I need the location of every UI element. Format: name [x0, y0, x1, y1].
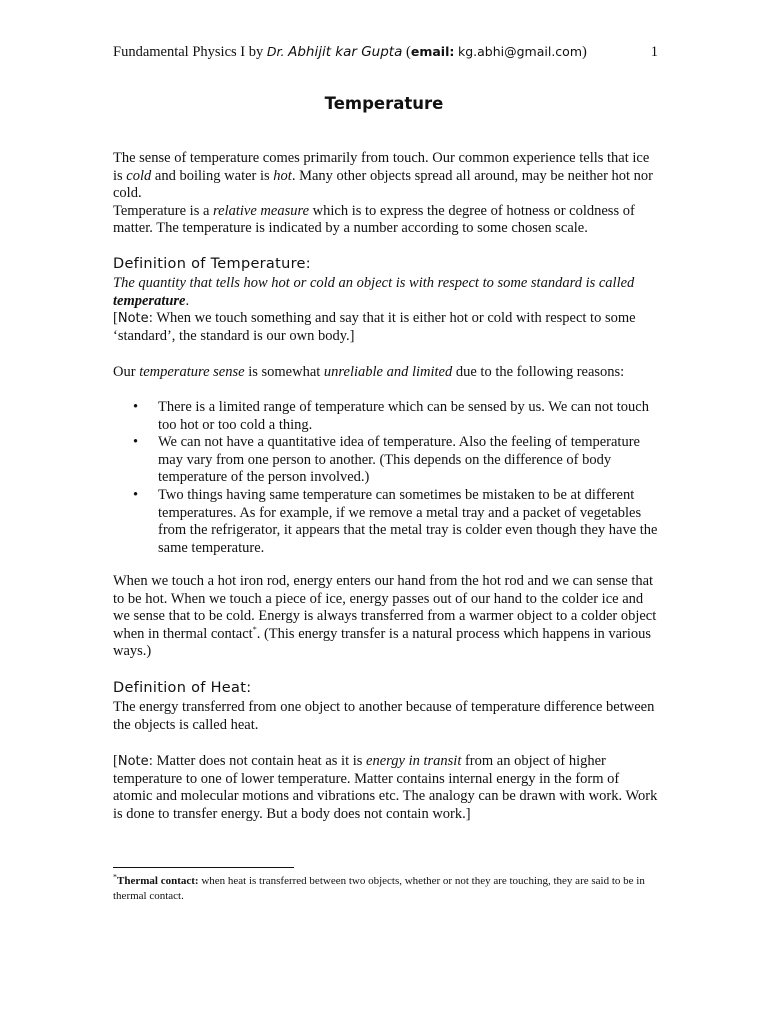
sense-term: temperature sense: [139, 364, 245, 380]
energy-text-a: When we touch a hot iron rod, energy enters our hand from the hot rod and we can sense that to be hot. When we touch a piece of ice, energy passes out of our hand to the colder ice and we sense that to be cold. Energy is always transferred from a warmer object to a colder object when in thermal contact: [113, 573, 657, 642]
intro-text: . Many other objects spread all around, may be neither hot nor cold.: [113, 167, 654, 202]
definition-end: .: [185, 292, 190, 309]
footnote-marker: *: [252, 624, 257, 634]
reason-text: Two things having same temperature can sometimes be mistaken to be at different temperatures. As for example, if we remove a metal tray and a packet of vegetables from the refrigerator, it appears that the metal tray is colder even though they have the same temperature.: [158, 486, 658, 556]
sense-text-b: is somewhat: [244, 364, 324, 380]
page-header: [113, 44, 658, 66]
sense-text-a: Our: [113, 364, 140, 380]
note-label: Note:: [117, 754, 153, 769]
note-temperature: [113, 310, 658, 345]
intro-section: [113, 150, 658, 238]
energy-paragraph: [113, 573, 658, 661]
energy-text: [113, 573, 658, 661]
list-item: [113, 487, 658, 557]
definition-temperature-text: [113, 275, 658, 310]
footnote: [113, 874, 658, 904]
heading-definition-temperature: Definition of Temperature:: [113, 256, 311, 272]
note-text: When we touch something and say that it is either hot or cold with respect to some ‘standard’, the standard is our own body.]: [113, 310, 636, 344]
footnote-divider: [113, 867, 294, 868]
reason-text: There is a limited range of temperature which can be sensed by us. We can not touch too hot or too cold a thing.: [158, 399, 649, 433]
author-title: Dr.: [266, 44, 285, 59]
note-text-a: Matter does not contain heat as it is: [153, 753, 367, 769]
list-item: [113, 434, 658, 487]
note-text-b: from an object of higher temperature to one of lower temperature. Matter contains internal energy in the form of atomic and molecular motions and vibrations etc. The analogy can be drawn with work. Work is done to transfer energy. But a body does not contain work.]: [113, 753, 658, 822]
heading-definition-heat: Definition of Heat:: [113, 680, 252, 696]
intro-paragraph-1: [113, 150, 658, 203]
note-bracket: [: [113, 753, 118, 769]
sense-term-2: unreliable and limited: [323, 364, 453, 380]
email-open-paren: (: [406, 44, 411, 60]
email-address: kg.abhi@gmail.com: [457, 44, 583, 59]
footnote-mark: *: [113, 872, 117, 882]
sense-paragraph: [113, 364, 658, 382]
footnote-label: Thermal contact:: [117, 875, 199, 887]
intro-text: The sense of temperature comes primarily from touch. Our common experience tells that ice is: [113, 150, 650, 184]
intro-text: Temperature is a: [113, 202, 214, 219]
author-name: Abhijit kar Gupta: [288, 44, 403, 60]
note-bracket: [: [113, 310, 118, 327]
email-label: email:: [410, 44, 455, 59]
definition-heat-section: [113, 699, 658, 734]
energy-text-b: . (This energy transfer is a natural process which happens in various ways.): [113, 625, 652, 660]
reasons-list: [113, 399, 658, 557]
definition-heat-text: The energy transferred from one object to another because of temperature difference between the objects is called heat.: [113, 699, 655, 733]
definition-term: temperature: [113, 292, 186, 309]
intro-text: which is to express the degree of hotness or coldness of matter. The temperature is indicated by a number according to some chosen scale.: [113, 202, 635, 237]
note-heat-text: [113, 753, 658, 823]
definition-temperature-section: [113, 275, 658, 345]
intro-relative-measure: relative measure: [213, 202, 310, 219]
header-left: [113, 44, 587, 61]
intro-text: and boiling water is: [151, 167, 274, 184]
course-name: Fundamental Physics I by: [113, 44, 264, 60]
note-term: energy in transit: [366, 753, 462, 769]
list-item: [113, 399, 658, 434]
intro-paragraph-2: [113, 203, 658, 238]
intro-cold: cold: [126, 167, 152, 184]
note-heat-paragraph: [113, 753, 658, 823]
page-title: Temperature: [324, 94, 444, 113]
intro-hot: hot: [273, 167, 292, 184]
bullet-icon: •: [133, 399, 139, 415]
page-number: 1: [650, 44, 658, 60]
note-label: Note:: [117, 311, 153, 327]
reason-text: We can not have a quantitative idea of temperature. Also the feeling of temperature may vary from one person to another. (This depends on the difference of body temperature of the person involved.): [158, 434, 640, 486]
email-close-paren: ): [582, 44, 587, 60]
definition-text: The quantity that tells how hot or cold an object is with respect to some standard is called: [113, 275, 635, 291]
bullet-icon: •: [133, 434, 139, 451]
bullet-icon: •: [133, 486, 139, 503]
footnote-text: when heat is transferred between two objects, whether or not they are touching, they are said to be in thermal contact.: [113, 875, 645, 902]
sense-text: [113, 364, 658, 382]
sense-text-c: due to the following reasons:: [452, 364, 625, 380]
